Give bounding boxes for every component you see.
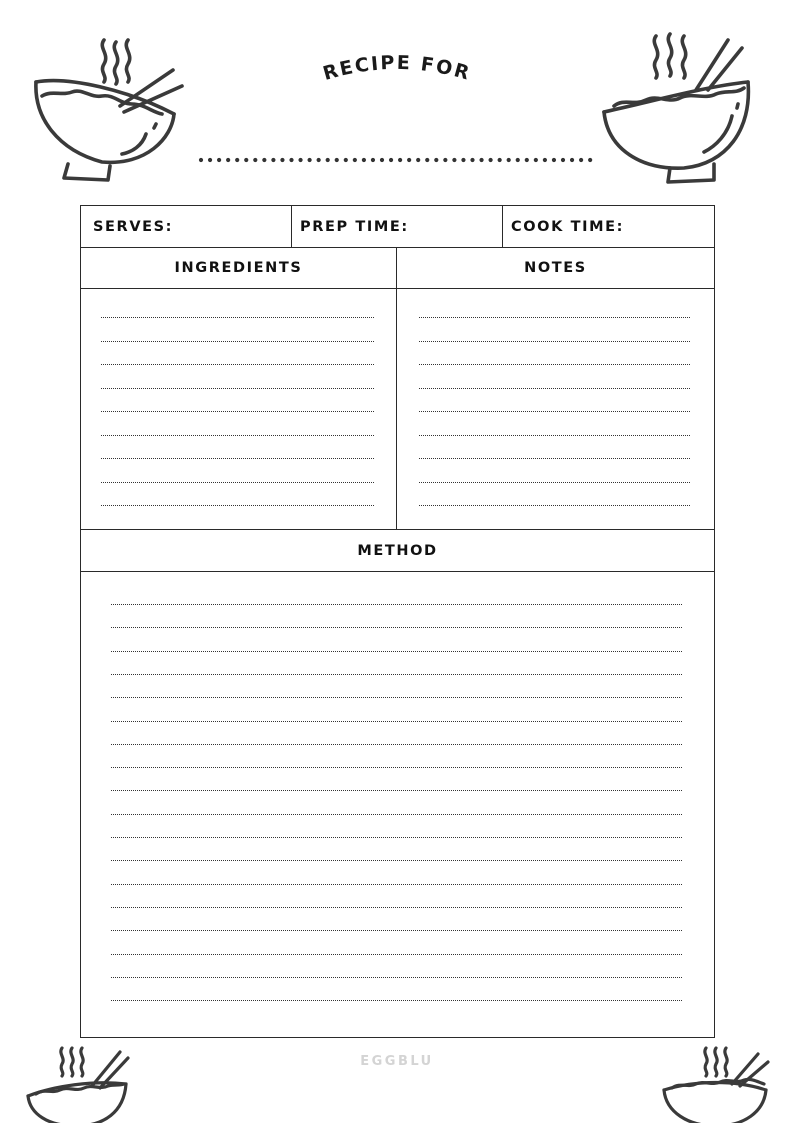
recipe-title — [300, 40, 494, 90]
note-line — [419, 505, 690, 506]
notes-header — [397, 248, 714, 288]
recipe-card — [80, 205, 715, 1038]
method-line — [111, 814, 682, 815]
prep-time-field — [292, 206, 503, 247]
ingredient-line — [101, 341, 374, 342]
note-line — [419, 341, 690, 342]
method-line — [111, 837, 682, 838]
method-header — [81, 530, 714, 572]
recipe-name-line — [198, 154, 598, 166]
method-line — [111, 651, 682, 652]
notes-label: NOTES — [524, 260, 587, 276]
serves-field — [81, 206, 292, 247]
ramen-bowl-icon — [28, 34, 188, 184]
method-line — [111, 697, 682, 698]
ingredient-line — [101, 411, 374, 412]
method-box — [81, 572, 714, 1037]
ingredient-line — [101, 388, 374, 389]
brand-watermark: EGGBLU — [360, 1054, 434, 1069]
note-line — [419, 411, 690, 412]
note-line — [419, 388, 690, 389]
ingredient-line — [101, 505, 374, 506]
prep-time-label: PREP TIME: — [300, 218, 409, 235]
ingredient-line — [101, 317, 374, 318]
note-line — [419, 482, 690, 483]
serves-label: SERVES: — [93, 218, 174, 235]
note-line — [419, 435, 690, 436]
method-line — [111, 721, 682, 722]
method-label: METHOD — [357, 542, 438, 559]
method-line — [111, 604, 682, 605]
method-line — [111, 954, 682, 955]
ingredient-line — [101, 482, 374, 483]
method-line — [111, 1000, 682, 1001]
note-line — [419, 458, 690, 459]
method-line — [111, 744, 682, 745]
section-header-row — [81, 248, 714, 289]
method-line — [111, 884, 682, 885]
note-line — [419, 317, 690, 318]
method-line — [111, 860, 682, 861]
method-line — [111, 977, 682, 978]
ingredient-line — [101, 458, 374, 459]
note-line — [419, 364, 690, 365]
cook-time-field — [503, 206, 714, 247]
method-line — [111, 674, 682, 675]
recipe-info-row — [81, 206, 714, 248]
method-line — [111, 627, 682, 628]
cook-time-label: COOK TIME: — [511, 218, 624, 235]
ingredients-label: INGREDIENTS — [174, 260, 303, 276]
ingredients-box — [81, 289, 397, 529]
svg-text:RECIPE FOR: RECIPE FOR — [320, 51, 474, 85]
method-line — [111, 767, 682, 768]
ingredient-line — [101, 364, 374, 365]
notes-box — [397, 289, 714, 529]
lists-area — [81, 289, 714, 530]
ingredient-line — [101, 435, 374, 436]
method-line — [111, 790, 682, 791]
method-line — [111, 907, 682, 908]
ingredients-header — [81, 248, 397, 288]
ramen-bowl-icon — [598, 30, 760, 186]
method-line — [111, 930, 682, 931]
